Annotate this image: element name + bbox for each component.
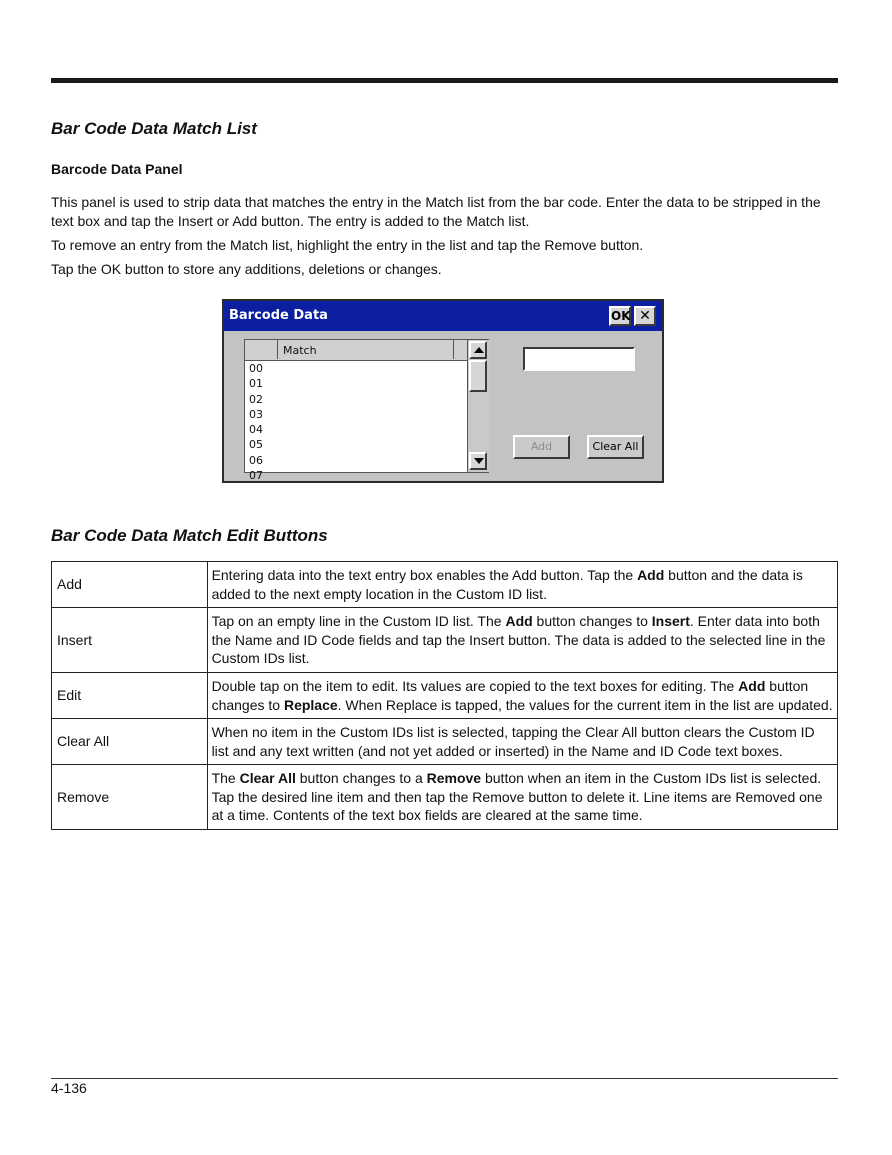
button-name-cell: Edit bbox=[52, 673, 208, 719]
bold-term: Insert bbox=[651, 613, 690, 630]
list-header bbox=[245, 340, 467, 361]
table-row bbox=[52, 608, 838, 673]
header-rule bbox=[51, 78, 838, 83]
button-description-cell bbox=[207, 719, 837, 765]
button-name-cell: Remove bbox=[52, 765, 208, 830]
list-item[interactable]: 02 bbox=[249, 392, 263, 406]
list-item[interactable]: 07 bbox=[249, 469, 263, 483]
dialog-title: Barcode Data bbox=[229, 308, 328, 323]
button-description-cell bbox=[207, 562, 837, 608]
section2-title: Bar Code Data Match Edit Buttons bbox=[51, 526, 328, 545]
button-description-cell bbox=[207, 608, 837, 673]
description-text: button when an item in the Custom IDs list is selected. Tap the desired line item and then tap the Remove button to delete it. Line items are Removed one at a time. Contents of the text box fields are cleared at the same time. bbox=[211, 770, 823, 824]
button-description-cell bbox=[207, 765, 837, 830]
table-row bbox=[52, 562, 838, 608]
description-text: button changes to bbox=[211, 678, 809, 713]
table-row bbox=[52, 765, 838, 830]
list-item[interactable]: 06 bbox=[249, 453, 263, 467]
bold-term: Remove bbox=[426, 770, 482, 787]
paragraph-remove: To remove an entry from the Match list, highlight the entry in the list and tap the Remove button. bbox=[51, 237, 644, 253]
scroll-down-button[interactable] bbox=[469, 452, 487, 470]
scroll-up-button[interactable] bbox=[469, 341, 487, 359]
list-rows bbox=[249, 361, 459, 483]
barcode-data-dialog bbox=[222, 299, 664, 483]
match-text-input[interactable] bbox=[523, 347, 635, 371]
edit-buttons-table bbox=[51, 561, 838, 830]
bold-term: Replace bbox=[283, 696, 338, 713]
button-name-cell: Insert bbox=[52, 608, 208, 673]
list-header-match: Match bbox=[283, 344, 317, 357]
button-name-cell: Clear All bbox=[52, 719, 208, 765]
button-description-cell bbox=[207, 673, 837, 719]
bold-term: Clear All bbox=[239, 770, 296, 787]
ok-button[interactable]: OK bbox=[609, 306, 631, 326]
bold-term: Add bbox=[637, 567, 665, 583]
close-icon[interactable]: ✕ bbox=[634, 306, 656, 326]
list-header-index-cell bbox=[245, 340, 278, 359]
description-text: button changes to bbox=[532, 613, 652, 630]
description-text: button changes to a bbox=[295, 770, 427, 787]
match-list[interactable] bbox=[244, 339, 489, 483]
list-item[interactable]: 04 bbox=[249, 423, 263, 437]
table-row bbox=[52, 719, 838, 765]
add-button[interactable]: Add bbox=[513, 435, 570, 459]
paragraph-intro: This panel is used to strip data that matches the entry in the Match list from the bar code. Enter the data to be stripped in the text box and tap the Insert or Add button. The entry is added to the Match list. bbox=[51, 194, 821, 229]
subsection-title: Barcode Data Panel bbox=[51, 161, 183, 177]
description-text: Double tap on the item to edit. Its values are copied to the text boxes for editing. The bbox=[211, 678, 739, 694]
description-text: button and the data is added to the next empty location in the Custom ID list. bbox=[211, 567, 803, 602]
scroll-thumb[interactable] bbox=[469, 360, 487, 392]
list-item[interactable]: 00 bbox=[249, 362, 263, 375]
description-text: Tap on an empty line in the Custom ID list. The bbox=[211, 613, 506, 630]
description-text: . Enter data into both the Name and ID Code fields and tap the Insert button. The data is added to the selected line in the Custom IDs list. bbox=[211, 613, 826, 667]
table-row bbox=[52, 673, 838, 719]
list-item[interactable]: 05 bbox=[249, 438, 263, 452]
description-text: Entering data into the text entry box enables the Add button. Tap the bbox=[211, 567, 638, 583]
footer-rule bbox=[51, 1078, 838, 1079]
description-text: When no item in the Custom IDs list is selected, tapping the Clear All button clears the Custom ID list and any text written (and not yet added or inserted) in the Name and ID Code text boxes. bbox=[211, 724, 815, 759]
list-item[interactable]: 01 bbox=[249, 377, 263, 391]
dialog-title-bar bbox=[224, 301, 662, 331]
clear-all-button[interactable]: Clear All bbox=[587, 435, 644, 459]
bold-term: Add bbox=[738, 678, 766, 694]
button-name-cell: Add bbox=[52, 562, 208, 608]
chevron-up-icon bbox=[474, 347, 484, 353]
list-header-edge bbox=[453, 340, 467, 359]
description-text: The bbox=[211, 770, 240, 787]
list-scrollbar[interactable] bbox=[467, 340, 489, 472]
list-item[interactable]: 03 bbox=[249, 407, 263, 421]
description-text: . When Replace is tapped, the values for the current item in the list are updated. bbox=[337, 696, 833, 713]
bold-term: Add bbox=[505, 613, 533, 630]
section-title: Bar Code Data Match List bbox=[51, 119, 257, 138]
chevron-down-icon bbox=[474, 458, 484, 464]
paragraph-ok: Tap the OK button to store any additions, deletions or changes. bbox=[51, 261, 442, 277]
page-number: 4-136 bbox=[51, 1080, 87, 1096]
